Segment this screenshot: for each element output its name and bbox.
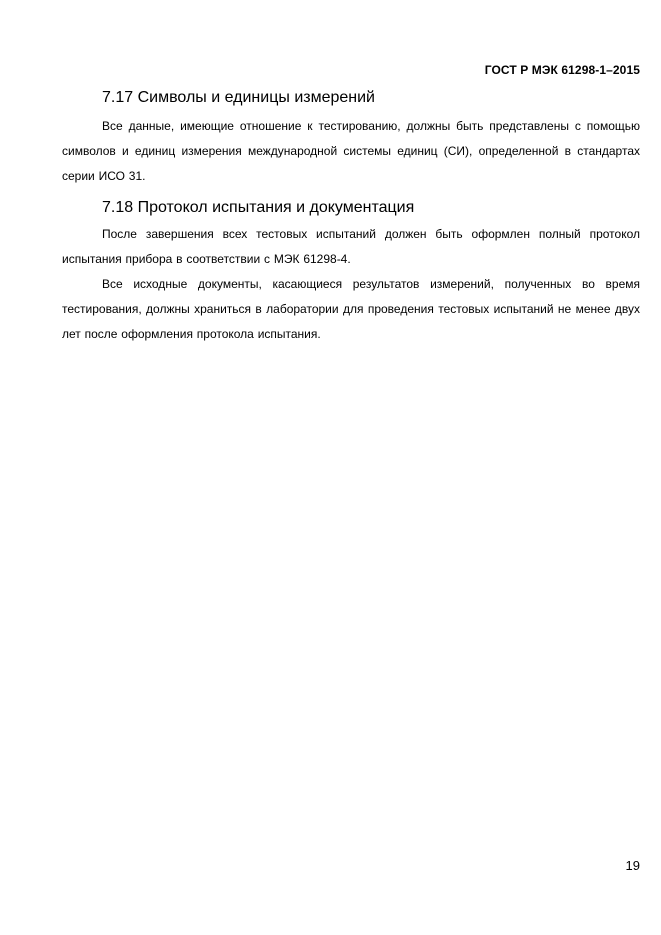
section-body (62, 114, 640, 189)
paragraph: Все исходные документы, касающиеся результатов измерений, полученных во время тестирования, должны храниться в лаборатории для проведения тестовых испытаний не менее двух лет после оформления протокола испытания. (62, 277, 640, 341)
paragraph: После завершения всех тестовых испытаний должен быть оформлен полный протокол испытания прибора в соответствии с МЭК 61298-4. (62, 227, 640, 266)
paragraph: Все данные, имеющие отношение к тестированию, должны быть представлены с помощью символов и единиц измерения международной системы единиц (СИ), определенной в стандартах серии ИСО 31. (62, 119, 640, 183)
document-code-header: ГОСТ Р МЭК 61298-1–2015 (484, 63, 640, 77)
section-title: 7.17 Символы и единицы измерений (102, 89, 375, 106)
section-title: 7.18 Протокол испытания и документация (102, 199, 415, 216)
section-body (62, 222, 640, 347)
page-number: 19 (625, 858, 640, 873)
